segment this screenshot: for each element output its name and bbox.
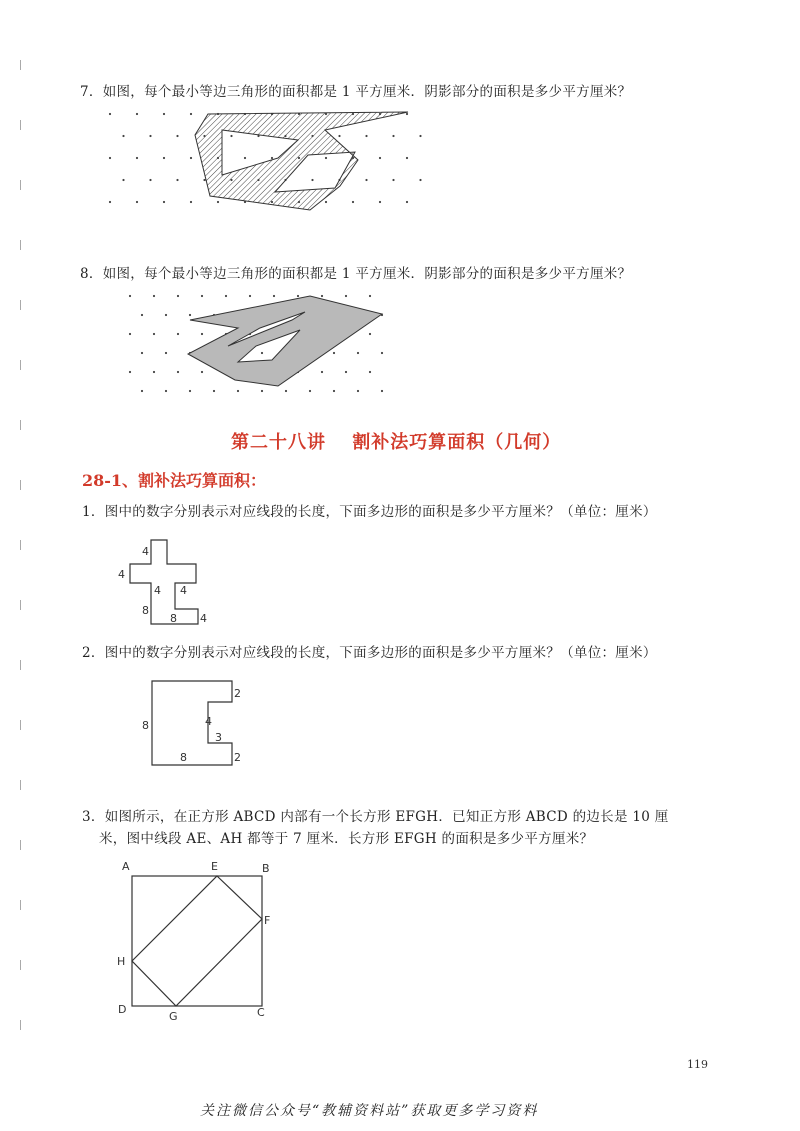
- polygon-outline-2: [152, 681, 232, 765]
- label-1-bottom: 8: [170, 612, 177, 625]
- grid-dot: [379, 201, 381, 203]
- grid-dot: [129, 295, 131, 297]
- grid-dot: [177, 333, 179, 335]
- grid-dot: [141, 390, 143, 392]
- grid-dot: [379, 157, 381, 159]
- footer-promo: 关注微信公众号“教辅资料站”获取更多学习资料: [200, 1103, 539, 1119]
- grid-dot: [333, 390, 335, 392]
- question-8-text: 8．如图，每个最小等边三角形的面积都是 1 平方厘米．阴影部分的面积是多少平方厘米？: [80, 266, 632, 282]
- shaded-region-8: [188, 296, 382, 386]
- grid-dot: [201, 371, 203, 373]
- grid-dot: [163, 113, 165, 115]
- grid-dot: [321, 295, 323, 297]
- label-2-bottom-right: 2: [234, 751, 241, 764]
- grid-dot: [419, 179, 421, 181]
- grid-dot: [163, 201, 165, 203]
- grid-dot: [345, 295, 347, 297]
- grid-dot: [261, 390, 263, 392]
- grid-dot: [153, 333, 155, 335]
- problem-3-line-1: 3．如图所示，在正方形 ABCD 内部有一个长方形 EFGH．已知正方形 ABCD 的边长是 10 厘: [82, 809, 669, 825]
- grid-dot: [189, 390, 191, 392]
- label-1-left-lower: 8: [142, 604, 149, 617]
- grid-dot: [237, 390, 239, 392]
- grid-dot: [261, 352, 263, 354]
- grid-dot: [213, 390, 215, 392]
- label-vertex-b: B: [262, 862, 270, 875]
- label-vertex-h: H: [117, 955, 126, 968]
- label-1-top-side: 4: [142, 545, 149, 558]
- grid-dot: [190, 113, 192, 115]
- grid-dot: [122, 135, 124, 137]
- grid-dot: [244, 157, 246, 159]
- question-7-text: 7．如图，每个最小等边三角形的面积都是 1 平方厘米．阴影部分的面积是多少平方厘米？: [80, 84, 632, 100]
- grid-dot: [122, 179, 124, 181]
- label-1-left-side: 4: [118, 568, 125, 581]
- grid-dot: [136, 113, 138, 115]
- figure-3-square-rectangle: [110, 858, 280, 1028]
- label-1-inner-right: 4: [180, 584, 187, 597]
- rectangle-efgh: [132, 876, 262, 1006]
- grid-dot: [333, 352, 335, 354]
- grid-dot: [217, 201, 219, 203]
- grid-dot: [365, 135, 367, 137]
- grid-dot: [165, 314, 167, 316]
- grid-dot: [352, 201, 354, 203]
- grid-dot: [406, 157, 408, 159]
- grid-dot: [338, 135, 340, 137]
- label-2-bottom: 8: [180, 751, 187, 764]
- grid-dot: [406, 113, 408, 115]
- grid-dot: [141, 352, 143, 354]
- grid-dot: [357, 390, 359, 392]
- figure-7-dot-grid: [100, 100, 430, 220]
- grid-dot: [190, 157, 192, 159]
- figure-2-c-polygon: [135, 675, 250, 775]
- grid-dot: [177, 371, 179, 373]
- grid-dot: [165, 352, 167, 354]
- grid-dot: [149, 179, 151, 181]
- shaded-region-7: [195, 112, 408, 210]
- grid-dot: [309, 390, 311, 392]
- lecture-title: 第二十八讲 割补法巧算面积（几何）: [231, 432, 562, 453]
- grid-dot: [357, 352, 359, 354]
- grid-dot: [190, 201, 192, 203]
- grid-dot: [163, 157, 165, 159]
- grid-dot: [203, 179, 205, 181]
- figure-1-cross-polygon: [110, 530, 210, 630]
- grid-dot: [406, 201, 408, 203]
- grid-dot: [369, 333, 371, 335]
- label-vertex-d: D: [118, 1003, 127, 1016]
- label-vertex-f: F: [264, 914, 271, 927]
- grid-dot: [381, 390, 383, 392]
- page-number: 119: [687, 1058, 708, 1071]
- grid-dot: [201, 295, 203, 297]
- grid-dot: [392, 179, 394, 181]
- grid-dot: [273, 295, 275, 297]
- grid-dot: [321, 371, 323, 373]
- grid-dot: [225, 295, 227, 297]
- grid-dot: [149, 135, 151, 137]
- grid-dot: [345, 371, 347, 373]
- grid-dot: [153, 371, 155, 373]
- problem-1-text: 1．图中的数字分别表示对应线段的长度，下面多边形的面积是多少平方厘米？（单位：厘米）: [82, 504, 657, 520]
- grid-dot: [365, 179, 367, 181]
- problem-2-text: 2．图中的数字分别表示对应线段的长度，下面多边形的面积是多少平方厘米？（单位：厘米）: [82, 645, 657, 661]
- grid-dot: [392, 135, 394, 137]
- label-vertex-g: G: [169, 1010, 178, 1023]
- label-vertex-a: A: [122, 860, 130, 873]
- grid-dot: [325, 201, 327, 203]
- section-title: 28-1、割补法巧算面积：: [82, 471, 267, 490]
- grid-dot: [177, 295, 179, 297]
- grid-dot: [129, 371, 131, 373]
- figure-8-dot-grid: [120, 290, 400, 405]
- problem-3-line-2: 米，图中线段 AE、AH 都等于 7 厘米．长方形 EFGH 的面积是多少平方厘米？: [99, 831, 594, 847]
- grid-dot: [369, 371, 371, 373]
- grid-dot: [230, 135, 232, 137]
- grid-dot: [249, 295, 251, 297]
- polygon-outline-1: [130, 540, 198, 624]
- grid-dot: [325, 157, 327, 159]
- label-2-notch: 3: [215, 731, 222, 744]
- grid-dot: [176, 179, 178, 181]
- grid-dot: [189, 314, 191, 316]
- label-1-right-lower: 4: [200, 612, 207, 625]
- grid-dot: [141, 314, 143, 316]
- grid-dot: [165, 390, 167, 392]
- grid-dot: [153, 295, 155, 297]
- label-vertex-c: C: [257, 1006, 265, 1019]
- label-2-inner: 4: [205, 715, 212, 728]
- grid-dot: [109, 113, 111, 115]
- grid-dot: [129, 333, 131, 335]
- grid-dot: [369, 295, 371, 297]
- grid-dot: [285, 390, 287, 392]
- grid-dot: [381, 352, 383, 354]
- grid-dot: [201, 333, 203, 335]
- grid-dot: [419, 135, 421, 137]
- label-1-inner-left: 4: [154, 584, 161, 597]
- label-2-left: 8: [142, 719, 149, 732]
- grid-dot: [109, 201, 111, 203]
- grid-dot: [311, 179, 313, 181]
- grid-dot: [297, 295, 299, 297]
- label-2-top-right: 2: [234, 687, 241, 700]
- grid-dot: [109, 157, 111, 159]
- grid-dot: [136, 157, 138, 159]
- grid-dot: [271, 157, 273, 159]
- grid-dot: [176, 135, 178, 137]
- grid-dot: [136, 201, 138, 203]
- label-vertex-e: E: [211, 860, 218, 873]
